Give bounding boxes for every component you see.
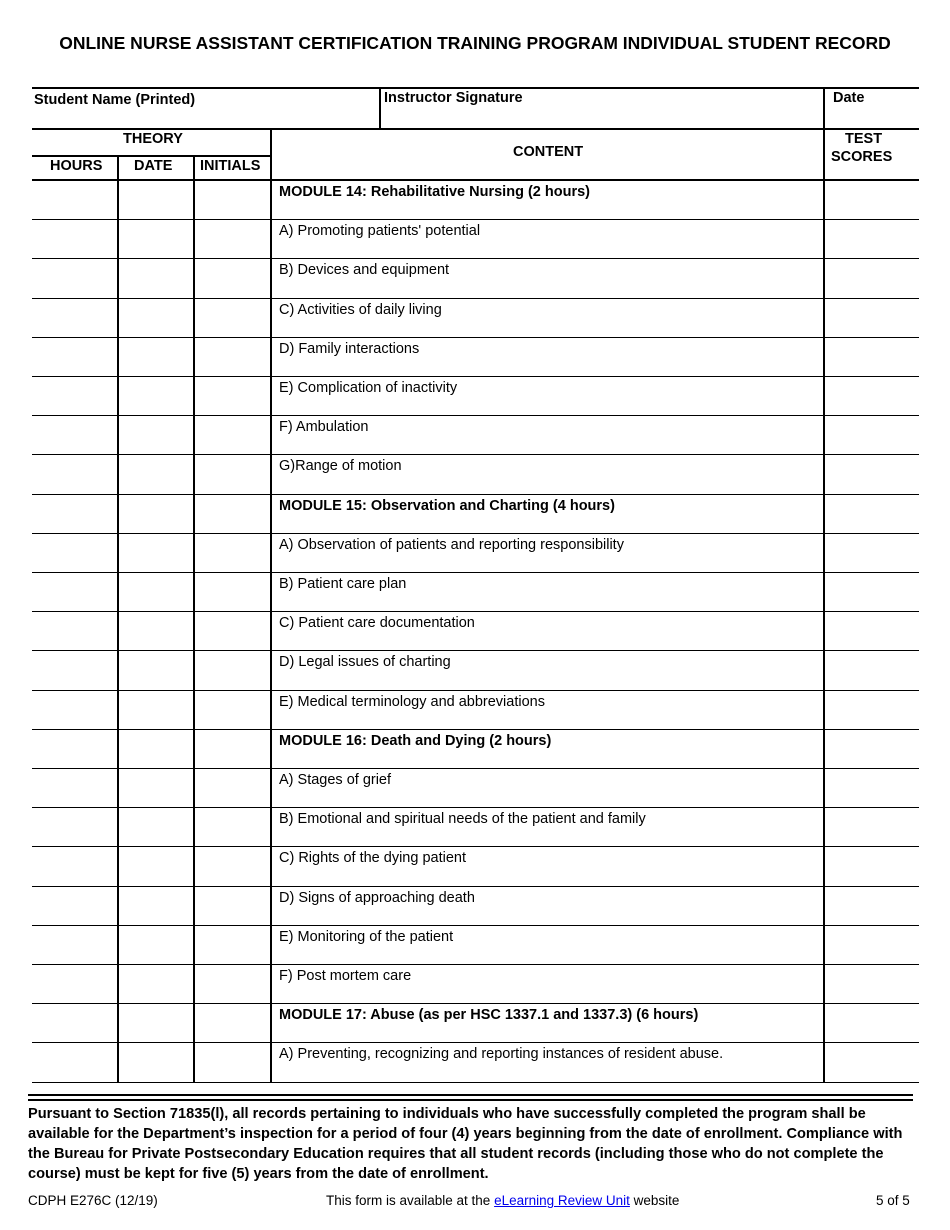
module-heading: MODULE 14: Rehabilitative Nursing (2 hours) (279, 184, 590, 200)
content-item: B) Devices and equipment (279, 262, 450, 278)
hours-cell[interactable] (34, 774, 118, 803)
test-score-cell[interactable] (826, 931, 920, 960)
row-divider (32, 298, 919, 299)
initials-cell[interactable] (196, 500, 272, 529)
row-divider (32, 258, 919, 259)
hours-cell[interactable] (34, 735, 118, 764)
availability-prefix: This form is available at the (326, 1193, 495, 1208)
test-score-cell[interactable] (826, 186, 920, 215)
test-score-cell[interactable] (826, 304, 920, 333)
date-cell[interactable] (120, 500, 194, 529)
content-item: F) Ambulation (279, 419, 369, 435)
availability-suffix: website (629, 1193, 680, 1208)
date-cell[interactable] (120, 460, 194, 489)
initials-cell[interactable] (196, 735, 272, 764)
test-heading: TEST (845, 131, 883, 147)
hours-cell[interactable] (34, 813, 118, 842)
date-heading: DATE (134, 158, 173, 174)
content-item: E) Medical terminology and abbreviations (279, 694, 545, 710)
bottom-double-rule-1 (28, 1094, 913, 1096)
date-cell[interactable] (120, 852, 194, 881)
date-cell[interactable] (120, 617, 194, 646)
test-score-cell[interactable] (826, 578, 920, 607)
initials-cell[interactable] (196, 696, 272, 725)
hours-cell[interactable] (34, 382, 118, 411)
content-item: D) Signs of approaching death (279, 890, 475, 906)
date-cell[interactable] (120, 421, 194, 450)
hours-cell[interactable] (34, 617, 118, 646)
content-item: C) Rights of the dying patient (279, 850, 466, 866)
content-item: A) Promoting patients' potential (279, 223, 481, 239)
row-divider (32, 337, 919, 338)
initials-cell[interactable] (196, 892, 272, 921)
test-score-cell[interactable] (826, 382, 920, 411)
row-divider (32, 1042, 919, 1043)
row-divider (32, 415, 919, 416)
hours-cell[interactable] (34, 656, 118, 685)
row-divider (32, 729, 919, 730)
content-item: C) Patient care documentation (279, 615, 475, 631)
hours-cell[interactable] (34, 852, 118, 881)
initials-cell[interactable] (196, 1048, 272, 1077)
row-divider (32, 768, 919, 769)
initials-cell[interactable] (196, 1009, 272, 1038)
test-score-cell[interactable] (826, 892, 920, 921)
hours-cell[interactable] (34, 1048, 118, 1077)
initials-cell[interactable] (196, 304, 272, 333)
content-item: E) Monitoring of the patient (279, 929, 454, 945)
page-title: ONLINE NURSE ASSISTANT CERTIFICATION TRAINING PROGRAM INDIVIDUAL STUDENT RECORD (59, 33, 891, 53)
row-divider (32, 964, 919, 965)
row-divider (32, 807, 919, 808)
row-divider (32, 846, 919, 847)
initials-cell[interactable] (196, 617, 272, 646)
row-divider (32, 494, 919, 495)
test-score-cell[interactable] (826, 343, 920, 372)
date-cell[interactable] (120, 225, 194, 254)
initials-cell[interactable] (196, 813, 272, 842)
date-cell[interactable] (120, 1048, 194, 1077)
test-score-cell[interactable] (826, 539, 920, 568)
row-divider (32, 219, 919, 220)
date-cell[interactable] (120, 539, 194, 568)
initials-cell[interactable] (196, 421, 272, 450)
availability-note (326, 1193, 679, 1208)
date-cell[interactable] (120, 186, 194, 215)
student-name-label: Student Name (Printed) (34, 92, 196, 108)
hours-cell[interactable] (34, 264, 118, 293)
form-id: CDPH E276C (12/19) (28, 1193, 158, 1208)
initials-heading: INITIALS (200, 158, 261, 174)
row-divider (32, 611, 919, 612)
header-divider-2 (823, 87, 825, 129)
page-number: 5 of 5 (876, 1193, 910, 1208)
date-cell[interactable] (120, 264, 194, 293)
initials-cell[interactable] (196, 225, 272, 254)
content-item: A) Preventing, recognizing and reporting instances of resident abuse. (279, 1046, 724, 1062)
test-score-cell[interactable] (826, 970, 920, 999)
date-cell[interactable] (120, 892, 194, 921)
content-item: A) Stages of grief (279, 772, 392, 788)
initials-cell[interactable] (196, 852, 272, 881)
row-divider (32, 454, 919, 455)
content-scores-divider (823, 128, 825, 1082)
date-cell[interactable] (120, 970, 194, 999)
row-divider (32, 925, 919, 926)
instructor-signature-field[interactable] (384, 108, 822, 128)
test-score-cell[interactable] (826, 500, 920, 529)
date-field[interactable] (830, 108, 920, 128)
instructor-signature-label: Instructor Signature (384, 90, 523, 106)
hours-cell[interactable] (34, 696, 118, 725)
hours-cell[interactable] (34, 304, 118, 333)
initials-cell[interactable] (196, 656, 272, 685)
content-item: F) Post mortem care (279, 968, 412, 984)
test-score-cell[interactable] (826, 421, 920, 450)
content-item: B) Patient care plan (279, 576, 407, 592)
test-score-cell[interactable] (826, 774, 920, 803)
test-score-cell[interactable] (826, 696, 920, 725)
test-score-cell[interactable] (826, 460, 920, 489)
test-score-cell[interactable] (826, 617, 920, 646)
test-score-cell[interactable] (826, 1048, 920, 1077)
hours-cell[interactable] (34, 343, 118, 372)
date-cell[interactable] (120, 304, 194, 333)
test-score-cell[interactable] (826, 1009, 920, 1038)
initials-cell[interactable] (196, 382, 272, 411)
date-cell[interactable] (120, 735, 194, 764)
hours-cell[interactable] (34, 970, 118, 999)
content-item: D) Legal issues of charting (279, 654, 451, 670)
test-score-cell[interactable] (826, 735, 920, 764)
module-heading: MODULE 17: Abuse (as per HSC 1337.1 and 1337.3) (6 hours) (279, 1007, 699, 1023)
hours-cell[interactable] (34, 1009, 118, 1038)
date-cell[interactable] (120, 382, 194, 411)
theory-underline (32, 155, 271, 157)
column-header-bottom-line (32, 179, 919, 181)
theory-heading: THEORY (123, 131, 183, 147)
test-score-cell[interactable] (826, 813, 920, 842)
content-heading: CONTENT (513, 144, 584, 160)
hours-cell[interactable] (34, 186, 118, 215)
header-divider-1 (379, 87, 381, 129)
content-item: A) Observation of patients and reporting responsibility (279, 537, 624, 553)
header-top-line (32, 87, 919, 89)
date-cell[interactable] (120, 1009, 194, 1038)
row-divider (32, 886, 919, 887)
row-divider (32, 1003, 919, 1004)
module-heading: MODULE 16: Death and Dying (2 hours) (279, 733, 552, 749)
hours-cell[interactable] (34, 539, 118, 568)
date-cell[interactable] (120, 578, 194, 607)
test-score-cell[interactable] (826, 852, 920, 881)
initials-cell[interactable] (196, 970, 272, 999)
date-cell[interactable] (120, 774, 194, 803)
date-label: Date (833, 90, 865, 106)
row-divider (32, 376, 919, 377)
initials-cell[interactable] (196, 931, 272, 960)
row-divider (32, 650, 919, 651)
hours-cell[interactable] (34, 931, 118, 960)
records-retention-notice: Pursuant to Section 71835(l), all records pertaining to individuals who have successfully completed the program shall be available for the Department’s inspection for a period of four (4) years beginning from the date of enrollment. Compliance with the Bureau for Private Postsecondary Education requires that all student records (including those who do not complete the course) must be kept for five (5) years from the date of enrollment. (28, 1106, 903, 1182)
student-name-field[interactable] (34, 108, 378, 128)
hours-cell[interactable] (34, 500, 118, 529)
scores-heading: SCORES (831, 149, 893, 165)
hours-cell[interactable] (34, 892, 118, 921)
initials-cell[interactable] (196, 460, 272, 489)
row-divider (32, 572, 919, 573)
row-divider (32, 690, 919, 691)
content-item: B) Emotional and spiritual needs of the patient and family (279, 811, 646, 827)
test-score-cell[interactable] (826, 264, 920, 293)
date-cell[interactable] (120, 931, 194, 960)
row-divider (32, 1082, 919, 1083)
elearning-review-unit-link[interactable]: eLearning Review Unit (494, 1193, 630, 1208)
initials-cell[interactable] (196, 774, 272, 803)
date-cell[interactable] (120, 813, 194, 842)
initials-cell[interactable] (196, 264, 272, 293)
date-cell[interactable] (120, 696, 194, 725)
bottom-double-rule-2 (28, 1099, 913, 1101)
content-item: D) Family interactions (279, 341, 420, 357)
initials-cell[interactable] (196, 539, 272, 568)
test-score-cell[interactable] (826, 656, 920, 685)
initials-cell[interactable] (196, 578, 272, 607)
hours-heading: HOURS (50, 158, 103, 174)
initials-cell[interactable] (196, 343, 272, 372)
hours-cell[interactable] (34, 421, 118, 450)
hours-cell[interactable] (34, 225, 118, 254)
row-divider (32, 533, 919, 534)
module-heading: MODULE 15: Observation and Charting (4 hours) (279, 498, 615, 514)
test-score-cell[interactable] (826, 225, 920, 254)
hours-cell[interactable] (34, 460, 118, 489)
content-item: E) Complication of inactivity (279, 380, 458, 396)
content-item: G)Range of motion (279, 458, 402, 474)
content-item: C) Activities of daily living (279, 302, 442, 318)
initials-cell[interactable] (196, 186, 272, 215)
date-cell[interactable] (120, 656, 194, 685)
date-cell[interactable] (120, 343, 194, 372)
hours-cell[interactable] (34, 578, 118, 607)
column-header-top-line (32, 128, 919, 130)
